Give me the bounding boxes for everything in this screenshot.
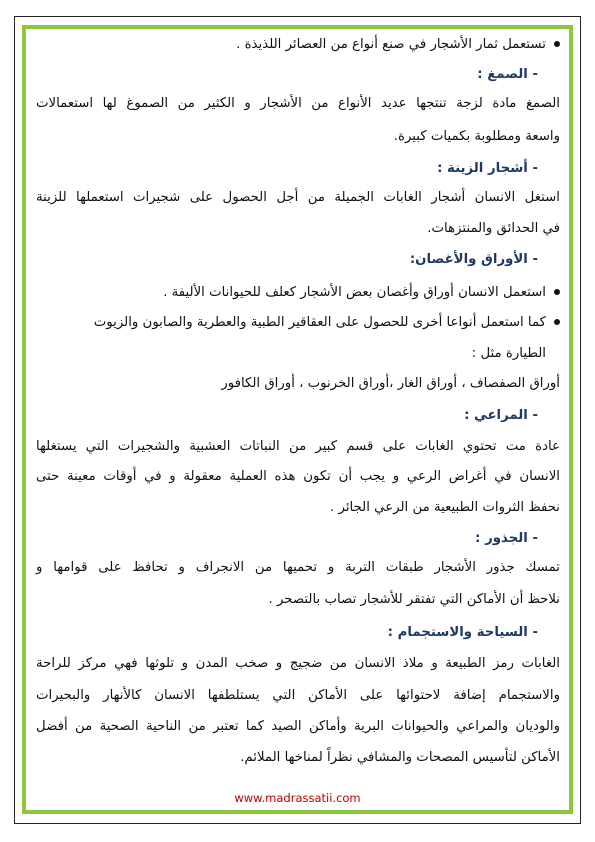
paragraph-line: أوراق الصفصاف ، أوراق الغار ،أوراق الخرنوب ، أوراق الكافور: [221, 376, 560, 391]
paragraph-line: عادة مت تحتوي الغابات على قسم كبير من النباتات العشبية والشجيرات التي يستغلها: [36, 439, 560, 454]
paragraph-line: نلاحظ أن الأماكن التي تفتقر للأشجار تصاب بالتصحر .: [268, 592, 560, 607]
paragraph-line: الانسان في أغراض الرعي و يجب أن تكون هذه العملية معقولة و في أوقات معينة حتى: [36, 469, 560, 484]
paragraph-line: تمسك جذور الأشجار طبقات التربة و تحميها من الانجراف و تحافظ على قوامها و: [36, 560, 560, 575]
bullet-icon: [554, 41, 560, 47]
paragraph-line: الغابات رمز الطبيعة و ملاذ الانسان من ضجيج و صخب المدن و تلوثها فهي مركز للراحة: [36, 656, 560, 671]
bullet-item: [94, 315, 560, 330]
bullet-icon: [554, 319, 560, 325]
paragraph-line: الطيارة مثل :: [471, 346, 546, 361]
section-heading: - السياحة والاستجمام :: [387, 625, 538, 640]
paragraph-line: والوديان والمراعي والحيوانات البرية وأماكن الصيد كما تعتبر من الناحية الصحية من أفضل: [36, 719, 560, 734]
bullet-text: تستعمل ثمار الأشجار في صنع أنواع من العصائر اللذيذة .: [236, 37, 546, 52]
bullet-text: استعمل الانسان أوراق وأغصان بعض الأشجار كعلف للحيوانات الأليفة .: [163, 285, 546, 300]
paragraph-line: استغل الانسان أشجار الغابات الجميلة من أجل الحصول على شجيرات استعملها للزينة: [36, 190, 560, 205]
section-heading: - أشجار الزينة :: [437, 161, 538, 176]
paragraph-line: الأماكن لتأسيس المصحات والمشافي نظراً لمناخها الملائم.: [240, 750, 560, 765]
bullet-icon: [554, 289, 560, 295]
section-heading: - الأوراق والأغصان:: [409, 252, 538, 267]
paragraph-line: الصمغ مادة لزجة تنتجها عديد الأنواع من الأشجار و الكثير من الصموغ لها استعمالات: [36, 96, 560, 111]
bullet-item: [236, 37, 560, 52]
footer-website[interactable]: www.madrassatii.com: [234, 791, 361, 805]
bullet-item: [163, 285, 560, 300]
bullet-text: كما استعمل أنواعا أخرى للحصول على العقاقير الطبية والعطرية والصابون والزيوت: [93, 315, 546, 330]
paragraph-line: واسعة ومطلوبة بكميات كبيرة.: [393, 129, 560, 144]
paragraph-line: في الحدائق والمنتزهات.: [427, 221, 560, 236]
section-heading: - المراعي :: [464, 408, 538, 423]
paragraph-line: نحفظ الثروات الطبيعية من الرعي الجائر .: [330, 500, 560, 515]
section-heading: - الصمغ :: [477, 67, 538, 82]
section-heading: - الجذور :: [475, 531, 538, 546]
paragraph-line: والاستجمام إضافة لاحتوائها على الأماكن التي يستلطفها الانسان كالأنهار والبحيرات: [36, 688, 560, 703]
